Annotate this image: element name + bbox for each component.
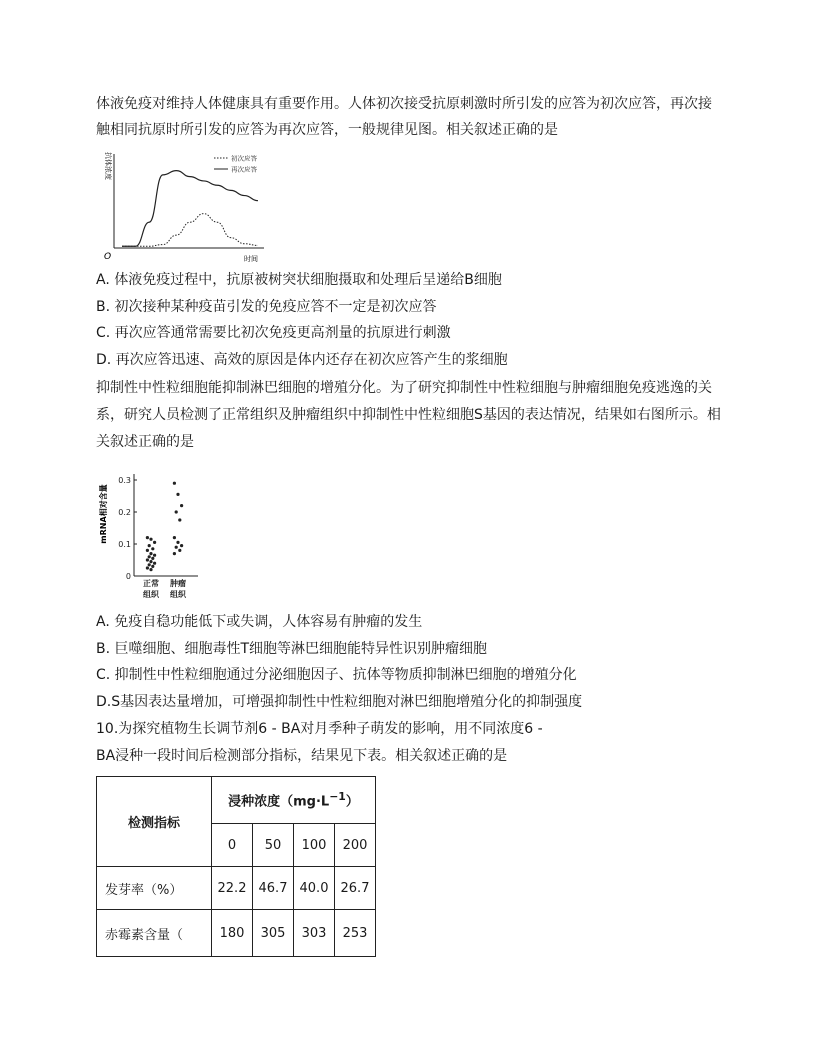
chart2-data-point xyxy=(146,566,149,569)
table-conc-100: 100 xyxy=(294,824,335,867)
table-row xyxy=(97,910,376,957)
table-cell: 180 xyxy=(212,910,253,957)
table-cell: 26.7 xyxy=(335,867,376,910)
chart2-y-tick-label: 0 xyxy=(125,572,131,581)
chart2-data-point xyxy=(173,536,176,539)
chart2-data-point xyxy=(148,563,151,566)
chart2-data-point xyxy=(151,557,154,560)
q2-option-b: B. 巨噬细胞、细胞毒性T细胞等淋巴细胞能特异性识别肿瘤细胞 xyxy=(96,641,488,657)
q1-stem-line2: 触相同抗原时所引发的应答为再次应答，一般规律见图。相关叙述正确的是 xyxy=(96,122,558,138)
chart2-data-point xyxy=(178,518,181,521)
table-conc-200: 200 xyxy=(335,824,376,867)
chart1-xlabel: 时间 xyxy=(244,255,258,263)
q2-option-a: A. 免疫自稳功能低下或失调，人体容易有肿瘤的发生 xyxy=(96,614,423,630)
q1-stem-line1: 体液免疫对维持人体健康具有重要作用。人体初次接受抗原刺激时所引发的应答为初次应答，再次接 xyxy=(96,96,712,112)
chart2-data-point xyxy=(153,554,156,557)
q2-stem-line1: 抑制性中性粒细胞能抑制淋巴细胞的增殖分化。为了研究抑制性中性粒细胞与肿瘤细胞免疫逃逸的关 xyxy=(96,380,712,396)
table-row-label: 赤霉素含量（ xyxy=(97,910,212,957)
chart2-data-point xyxy=(151,547,154,550)
q1-option-c: C. 再次应答通常需要比初次免疫更高剂量的抗原进行刺激 xyxy=(96,325,451,341)
table-cell: 303 xyxy=(294,910,335,957)
chart2-y-tick-label: 0.3 xyxy=(118,476,131,485)
q1-option-b: B. 初次接种某种疫苗引发的免疫应答不一定是初次应答 xyxy=(96,299,437,315)
chart2-data-point xyxy=(173,552,176,555)
chart1-ylabel: 抗体浓度 xyxy=(104,152,112,180)
chart1-legend-label: 初次应答 xyxy=(231,154,257,163)
chart2-category-label: 组织 xyxy=(170,590,186,599)
q2-stem-line2: 系，研究人员检测了正常组织及肿瘤组织中抑制性中性粒细胞S基因的表达情况，结果如右图所示。相 xyxy=(96,407,721,423)
table-concentration-header: 浸种浓度$(mg\cdot L^{-1})$ xyxy=(212,777,376,824)
chart2-data-point xyxy=(146,549,149,552)
chart2-y-tick-label: 0.2 xyxy=(118,508,131,517)
chart2-data-point xyxy=(149,552,152,555)
chart2-data-point xyxy=(180,504,183,507)
q2-stem-line3: 关叙述正确的是 xyxy=(96,434,194,450)
q2-option-d: D.S基因表达量增加，可增强抑制性中性粒细胞对淋巴细胞增殖分化的抑制强度 xyxy=(96,694,583,710)
chart2-category-label: 正常 xyxy=(143,579,159,588)
chart2-y-tick-label: 0.1 xyxy=(118,540,131,549)
table-conc-50: 50 xyxy=(253,824,294,867)
results-table xyxy=(96,776,376,957)
chart2-data-point xyxy=(149,568,152,571)
chart2-data-point xyxy=(175,546,178,549)
q1-option-a: A. 体液免疫过程中，抗原被树突状细胞摄取和处理后呈递给B细胞 xyxy=(96,272,502,288)
chart2-category-label: 组织 xyxy=(143,590,159,599)
table-row-label: 发芽率（%） xyxy=(97,867,212,910)
chart1-origin-label: O xyxy=(104,252,112,262)
table-row-header: 检测指标 xyxy=(97,777,212,867)
chart2-data-point xyxy=(173,482,176,485)
mrna-scatter-chart xyxy=(96,462,206,604)
chart2-data-point xyxy=(149,560,152,563)
chart2-category-label: 肿瘤 xyxy=(170,579,186,588)
chart2-data-point xyxy=(180,544,183,547)
table-cell: 22.2 xyxy=(212,867,253,910)
chart2-data-point xyxy=(148,544,151,547)
chart1-series-line-primary xyxy=(122,214,258,247)
chart2-data-point xyxy=(146,536,149,539)
chart2-data-point xyxy=(178,549,181,552)
chart2-data-point xyxy=(148,555,151,558)
q10-stem-line2: BA浸种一段时间后检测部分指标，结果见下表。相关叙述正确的是 xyxy=(96,748,508,764)
chart1-legend-label: 再次应答 xyxy=(231,165,257,174)
antibody-response-chart xyxy=(96,148,276,264)
q1-option-d: D. 再次应答迅速、高效的原因是体内还存在初次应答产生的浆细胞 xyxy=(96,352,508,368)
table-cell: 253 xyxy=(335,910,376,957)
table-cell: 40.0 xyxy=(294,867,335,910)
q10-stem-line1: 10.为探究植物生长调节剂6 - BA对月季种子萌发的影响，用不同浓度6 - xyxy=(96,721,543,737)
chart2-data-point xyxy=(176,541,179,544)
chart2-data-point xyxy=(146,558,149,561)
chart2-data-point xyxy=(175,510,178,513)
chart2-data-point xyxy=(149,538,152,541)
chart2-data-point xyxy=(176,493,179,496)
q2-option-c: C. 抑制性中性粒细胞通过分泌细胞因子、抗体等物质抑制淋巴细胞的增殖分化 xyxy=(96,667,577,683)
chart1-series-line-secondary xyxy=(122,171,258,247)
chart2-data-point xyxy=(151,565,154,568)
chart2-data-point xyxy=(153,562,156,565)
table-conc-0: 0 xyxy=(212,824,253,867)
chart2-data-point xyxy=(153,541,156,544)
table-row xyxy=(97,867,376,910)
chart2-ylabel: mRNA相对含量 xyxy=(99,484,108,544)
table-cell: 305 xyxy=(253,910,294,957)
table-cell: 46.7 xyxy=(253,867,294,910)
